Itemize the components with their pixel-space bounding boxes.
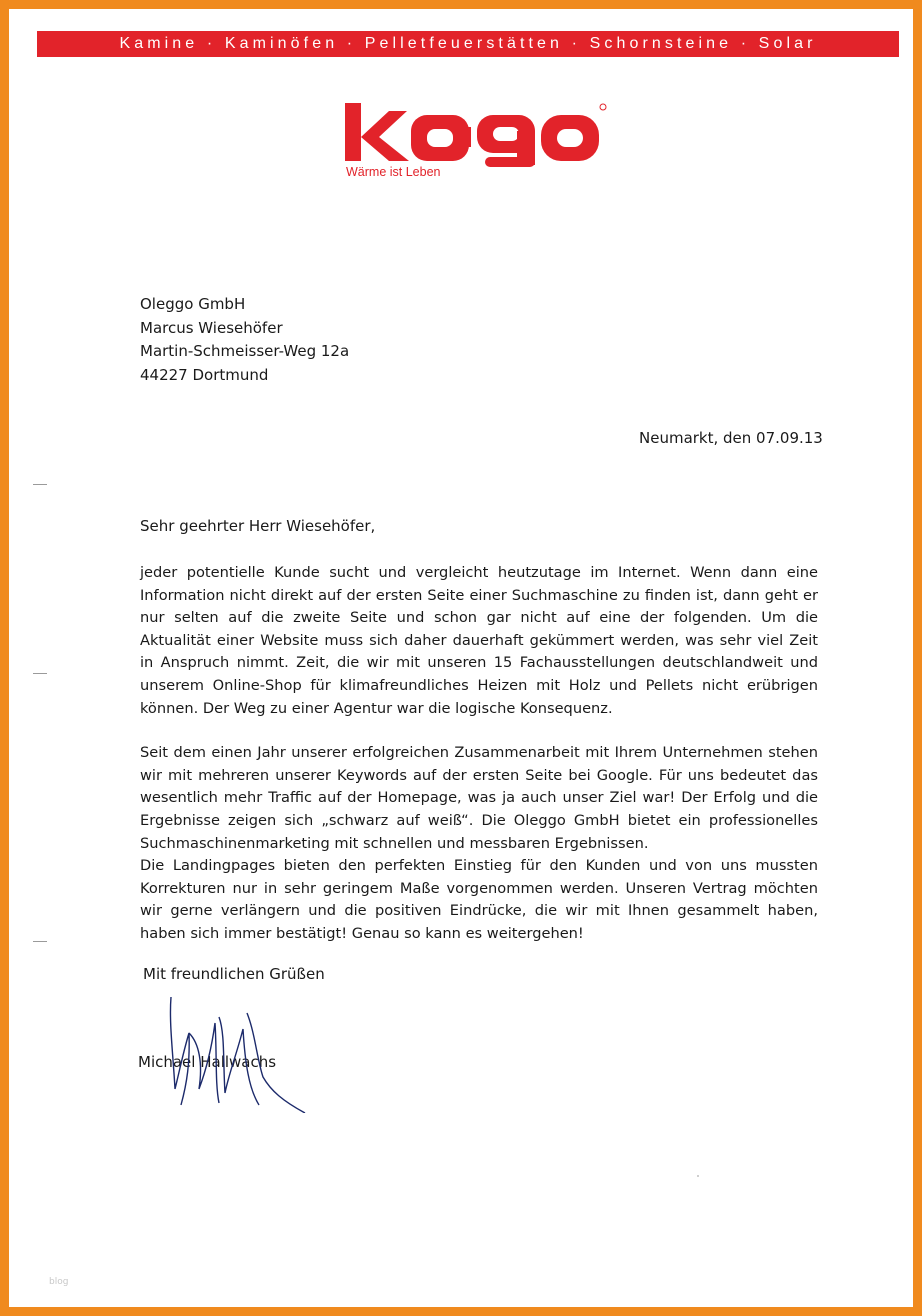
recipient-name: Marcus Wiesehöfer [140,318,283,337]
scan-speck [697,1175,699,1177]
recipient-address [140,293,349,387]
fold-mark [33,941,47,942]
handwritten-signature [159,993,319,1113]
body-paragraph: jeder potentielle Kunde sucht und vergleicht heutzutage im Internet. Wenn dann eine Information nicht direkt auf der ersten Seite einer Suchmaschine zu finden ist, dann geht er nur selten auf die zweite Seite und schon gar nicht auf eine der folgenden. Um die Aktualität einer Website muss sich daher dauerhaft gekümmert werden, was sehr viel Zeit in Anspruch nimmt. Zeit, die wir mit unseren 15 Fachausstellungen deutschlandweit und unserem Online-Shop für klimafreundliches Heizen mit Holz und Pellets nicht erübrigen können. Der Weg zu einer Agentur war die logische Konsequenz. [140,564,818,717]
watermark: blog [49,1277,69,1287]
letterhead-banner: Kamine · Kaminöfen · Pelletfeuerstätten · Schornsteine · Solar [37,31,899,57]
date-line: Neumarkt, den 07.09.13 [639,429,823,447]
fold-mark [33,673,47,674]
recipient-street: Martin-Schmeisser-Weg 12a [140,342,350,360]
recipient-city: 44227 Dortmund [140,365,269,384]
body-paragraph: Seit dem einen Jahr unserer erfolgreichen Zusammenarbeit mit Ihrem Unternehmen stehen wir mit mehreren unserer Keywords auf der ersten Seite bei Google. Für uns bedeutet das wesentlich mehr Traffic auf der Homepage, was ja auch unser Ziel war! Der Erfolg und die Ergebnisse zeigen sich „schwarz auf weiß“. Die Oleggo GmbH bietet ein professionelles Suchmaschinenmarketing mit schnellen und messbaren Ergebnissen. [140,744,818,852]
recipient-company: Oleggo GmbH [140,295,246,313]
brand-slogan: Wärme ist Leben [346,165,441,179]
salutation: Sehr geehrter Herr Wiesehöfer, [140,517,376,535]
letter-body [140,562,818,968]
fold-mark [33,484,47,485]
closing: Mit freundlichen Grüßen [143,965,325,983]
body-paragraph: Die Landingpages bieten den perfekten Einstieg für den Kunden und von uns mussten Korrekturen nur in sehr geringem Maße vorgenommen werden. Unseren Vertrag möchten wir gerne verlängern und die positiven Eindrücke, die wir mit Ihnen gesammelt haben, haben sich immer bestätigt! Genau so kann es weitergehen! [140,857,818,942]
signer-name: Michael Hallwachs [138,1053,277,1071]
